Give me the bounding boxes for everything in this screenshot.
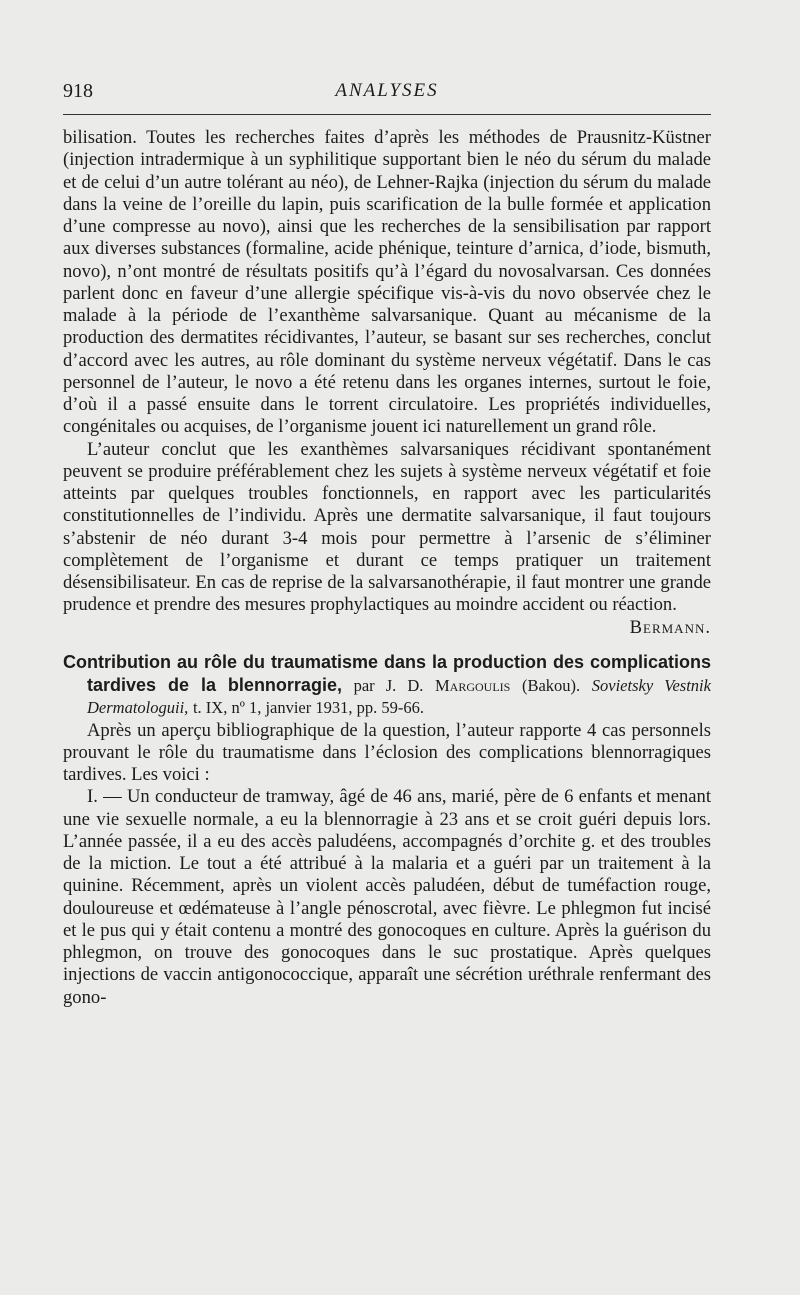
paragraph-case-one: I. — Un conducteur de tramway, âgé de 46 ans, marié, père de 6 enfants et menant une vie sexuelle normale, a eu la blennorragie à 23 ans et se croit guéri depuis lors. L’année passée, il a eu des accès paludéens, accompagnés d’orchite g. et des troubles de la miction. Le tout a été attribué à la malaria et a guéri par un traitement à la quinine. Récemment, après un violent accès paludéen, début de tuméfaction rouge, douloureuse et œdémateuse à l’angle pénoscrotal, avec fièvre. Le phlegmon fut incisé et le pus qui y était contenu a montré des gonocoques en culture. Après la guérison du phlegmon, on trouve des gonocoques dans le suc prostatique. Après quelques injections de vaccin antigonococcique, apparaît une sécrétion uréthrale renfermant des gono- (63, 786, 711, 1008)
body-text (63, 127, 711, 1009)
paragraph-intro: Après un aperçu bibliographique de la question, l’auteur rapporte 4 cas personnels prouvant le rôle du traumatisme dans l’éclosion des complications blennorragiques tardives. Les voici : (63, 719, 711, 785)
conclusion-text: L’auteur conclut que les exanthèmes salvarsaniques récidivant spontanément peuvent se produire préférablement chez les sujets à système nerveux végétatif et foie atteints par quelques troubles fonctionnels, en rapport avec les particularités constitutionnelles de l’individu. Après une dermatite salvarsanique, il faut toujours s’abstenir de néo durant 3-4 mois pour permettre à l’arsenic de s’éliminer complètement de l’organisme et durant ce temps pratiquer un traitement désensibilisateur. En cas de reprise de la salvarsanothérapie, il faut montrer une grande prudence et prendre des mesures prophylactiques au moindre accident ou réaction. (63, 438, 711, 616)
article-heading (63, 651, 711, 720)
article-reference: t. IX, nº 1, janvier 1931, pp. 59-66. (192, 698, 424, 718)
header-rule (63, 114, 711, 115)
running-title: ANALYSES (335, 80, 439, 101)
article-journal: Sovietsky Vestnik Dermatologuii, (87, 676, 711, 718)
paragraph-conclusion (63, 438, 711, 638)
article-author: Margoulis (435, 676, 511, 695)
article-title: Contribution au rôle du traumatisme dans la production des complications tardives de la blennorragie, (63, 651, 711, 695)
paragraph-continuation: bilisation. Toutes les recherches faites d’après les méthodes de Prausnitz-Küstner (injection intradermique à un syphilitique supportant bien le néo du sérum du malade et de celui d’un autre tolérant au néo), de Lehner-Rajka (injection du sérum du malade dans la veine de l’oreille du lapin, puis scarification de la bulle formée et application d’une compresse au novo), ainsi que les recherches de la sensibilisation par rapport aux diverses substances (formaline, acide phénique, teinture d’arnica, d’iode, bismuth, novo), n’ont montré de résultats positifs qu’à l’égard du novosalvarsan. Ces données parlent donc en faveur d’une allergie spécifique vis-à-vis du novo observée chez le malade à la période de l’exanthème salvarsanique. Quant au mécanisme de la production des dermatites récidivantes, l’auteur, se basant sur ses recherches, conclut d’accord avec les autres, au rôle dominant du système nerveux végétatif. Dans le cas personnel de l’auteur, le novo a été retenu dans les organes internes, surtout le foie, d’où il a passé ensuite dans le torrent circulatoire. Les propriétés individuelles, congénitales ou acquises, de l’organisme jouent ici naturellement un grand rôle. (63, 127, 711, 438)
article-city: (Bakou). (521, 676, 581, 695)
page-header (63, 80, 711, 114)
reviewer-signature: Bermann. (629, 616, 711, 638)
document-page (63, 80, 711, 1009)
article-by: par J. D. (353, 676, 424, 695)
page-number: 918 (63, 80, 93, 102)
